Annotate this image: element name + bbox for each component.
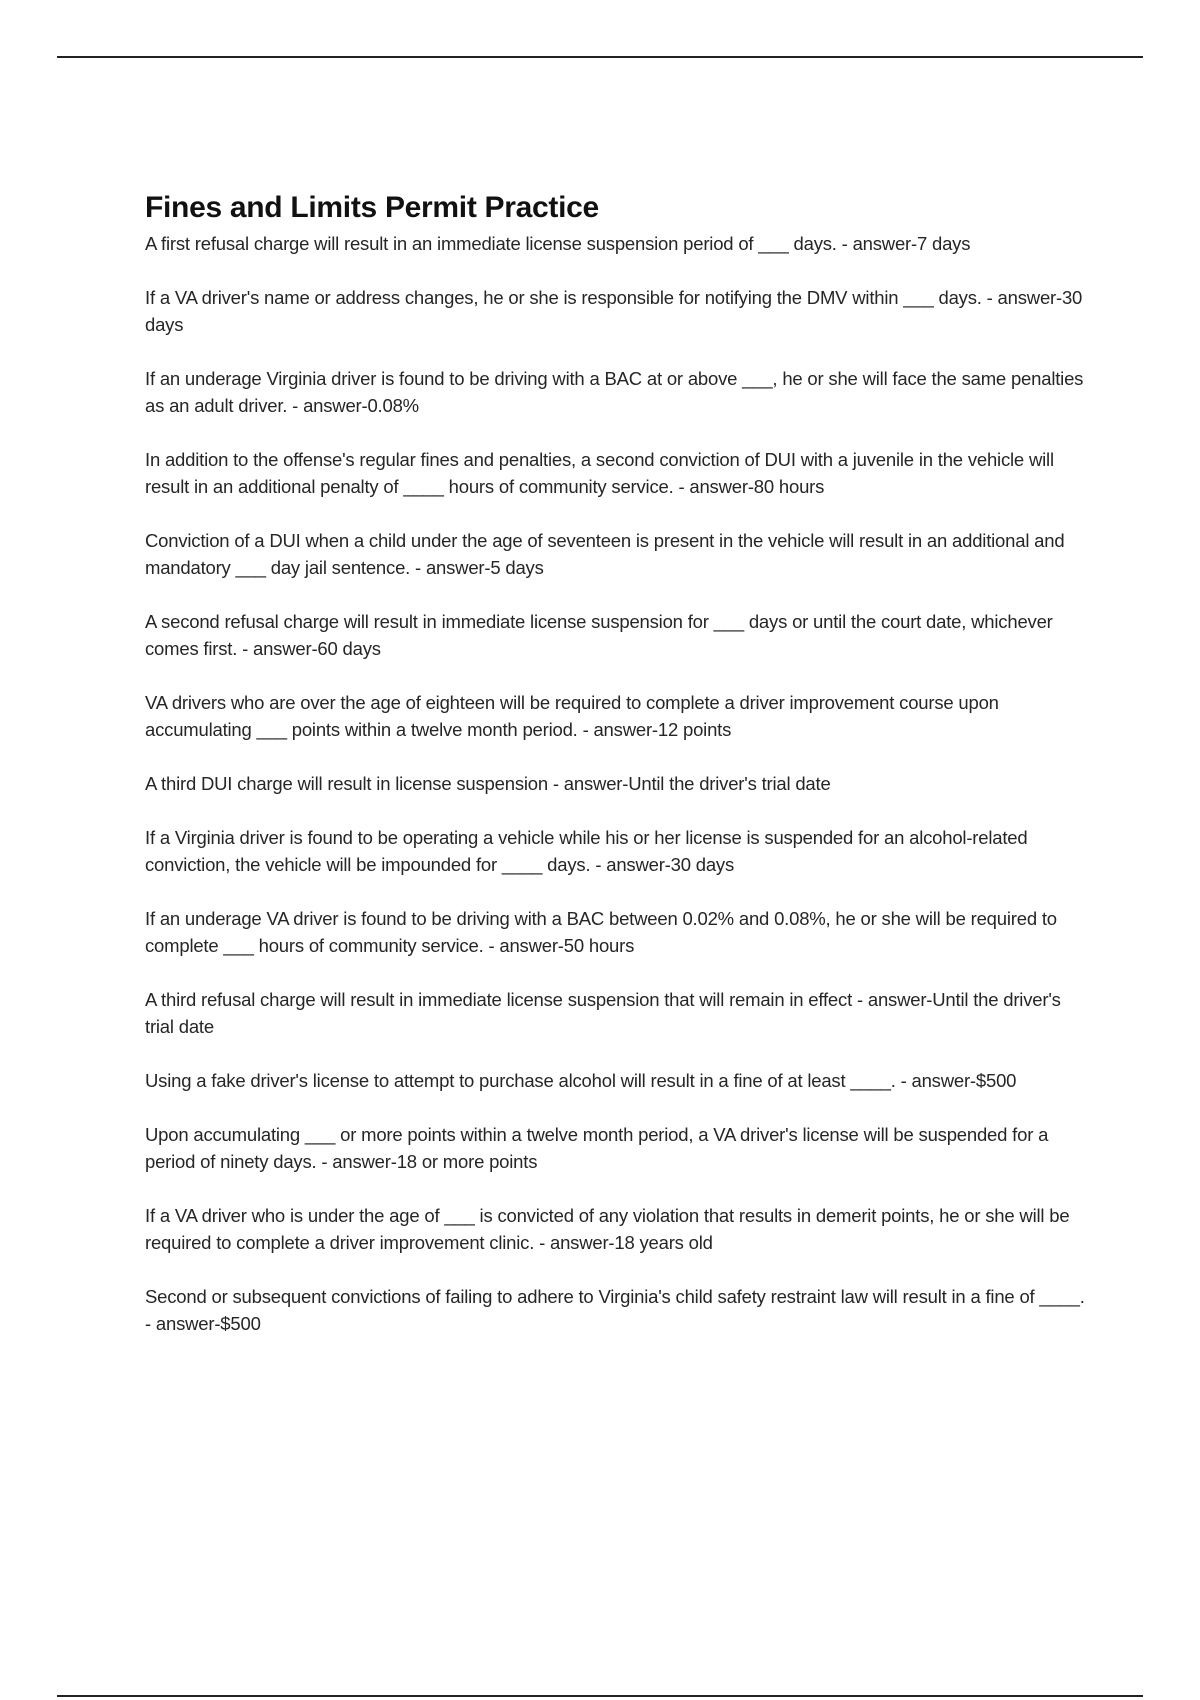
question-list <box>145 230 1090 1337</box>
question-item: A third DUI charge will result in license suspension - answer-Until the driver's trial date <box>145 773 831 794</box>
document-body <box>145 190 1090 1364</box>
bottom-rule <box>57 1695 1143 1697</box>
question-item: If an underage VA driver is found to be driving with a BAC between 0.02% and 0.08%, he or she will be required to complete ___ hours of community service. - answer-50 hours <box>145 908 1057 956</box>
question-item: If a VA driver who is under the age of ___ is convicted of any violation that results in demerit points, he or she will be required to complete a driver improvement clinic. - answer-18 years old <box>145 1205 1070 1253</box>
question-item: If a Virginia driver is found to be operating a vehicle while his or her license is suspended for an alcohol-related conviction, the vehicle will be impounded for ____ days. - answer-30 days <box>145 827 1028 875</box>
question-item: Using a fake driver's license to attempt to purchase alcohol will result in a fine of at least ____. - answer-$500 <box>145 1070 1017 1091</box>
top-rule <box>57 56 1143 58</box>
question-item: VA drivers who are over the age of eighteen will be required to complete a driver improvement course upon accumulating ___ points within a twelve month period. - answer-12 points <box>145 692 999 740</box>
question-item: A third refusal charge will result in immediate license suspension that will remain in effect - answer-Until the driver's trial date <box>145 989 1061 1037</box>
question-item: In addition to the offense's regular fines and penalties, a second conviction of DUI with a juvenile in the vehicle will result in an additional penalty of ____ hours of community service. - answer-80 hours <box>145 449 1054 497</box>
question-item: Conviction of a DUI when a child under the age of seventeen is present in the vehicle will result in an additional and mandatory ___ day jail sentence. - answer-5 days <box>145 530 1065 578</box>
question-item: A second refusal charge will result in immediate license suspension for ___ days or until the court date, whichever comes first. - answer-60 days <box>145 611 1053 659</box>
question-item: If an underage Virginia driver is found to be driving with a BAC at or above ___, he or she will face the same penalties as an adult driver. - answer-0.08% <box>145 368 1084 416</box>
question-item: If a VA driver's name or address changes, he or she is responsible for notifying the DMV within ___ days. - answer-30 days <box>145 287 1083 335</box>
question-item: Upon accumulating ___ or more points within a twelve month period, a VA driver's license will be suspended for a period of ninety days. - answer-18 or more points <box>145 1124 1049 1172</box>
question-item: Second or subsequent convictions of failing to adhere to Virginia's child safety restraint law will result in a fine of ____. - answer-$500 <box>145 1286 1085 1334</box>
question-item: A first refusal charge will result in an immediate license suspension period of ___ days. - answer-7 days <box>145 233 971 254</box>
page-title: Fines and Limits Permit Practice <box>145 191 599 224</box>
